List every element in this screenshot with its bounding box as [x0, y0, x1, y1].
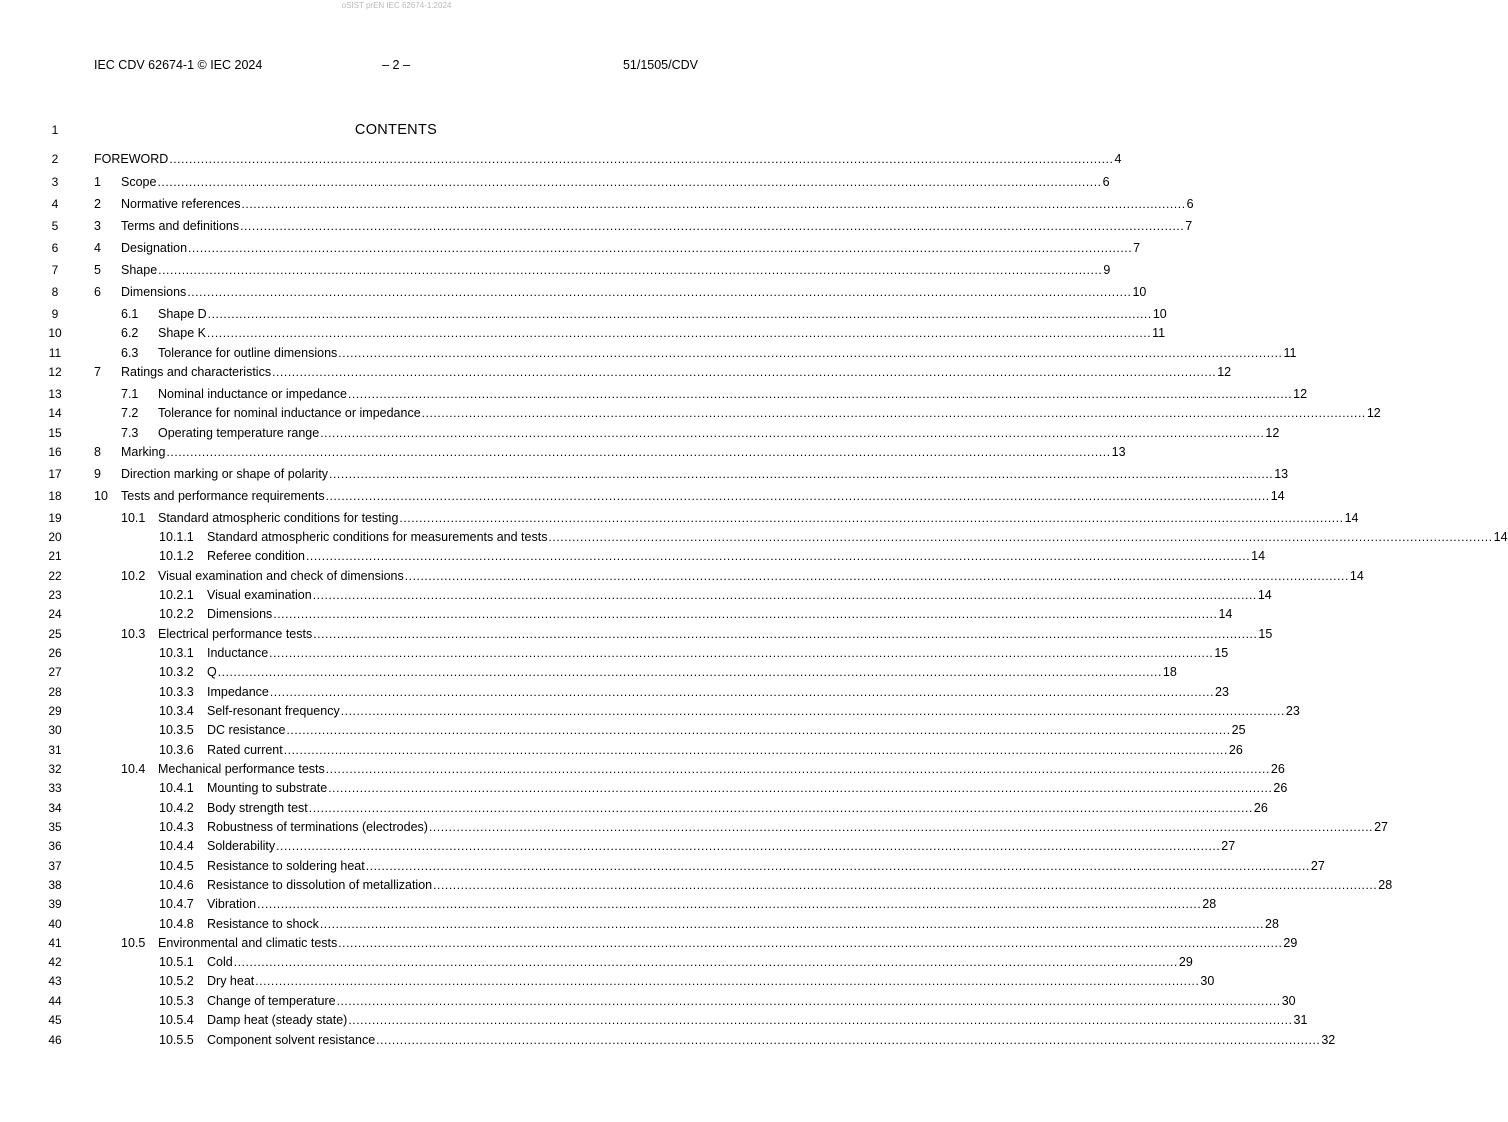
- toc-entry-number: 10.5.3: [159, 994, 194, 1008]
- toc-entry-title: Scope: [121, 175, 157, 189]
- toc-entry-number: 6.1: [121, 307, 139, 321]
- toc-entry[interactable]: [159, 703, 1300, 719]
- line-number: 10: [48, 326, 62, 340]
- line-number: 23: [48, 588, 62, 602]
- line-number: 37: [48, 859, 62, 873]
- line-number: 14: [48, 406, 62, 420]
- toc-entry-title: Marking: [121, 445, 166, 459]
- toc-entry-number: 10.5.1: [159, 955, 194, 969]
- dot-leader: ................................................................................................................................................................................................................................................: [187, 285, 1132, 299]
- toc-entry[interactable]: [159, 742, 1243, 758]
- toc-entry-page: 14: [1493, 530, 1508, 544]
- toc-entry-title: Normative references: [121, 197, 241, 211]
- dot-leader: ................................................................................................................................................................................................................................................: [241, 197, 1186, 211]
- toc-entry-number: 10.3.3: [159, 685, 194, 699]
- line-number: 18: [48, 489, 62, 503]
- toc-entry-number: 10.1.1: [159, 530, 194, 544]
- toc-entry-page: 11: [1152, 326, 1166, 340]
- toc-entry-number: 10: [94, 489, 108, 503]
- toc-entry[interactable]: [159, 587, 1272, 603]
- toc-entry-title: Direction marking or shape of polarity: [121, 467, 329, 481]
- toc-entry-title: Environmental and climatic tests: [158, 936, 338, 950]
- toc-entry-page: 26: [1273, 781, 1288, 795]
- toc-entry[interactable]: [159, 645, 1229, 661]
- toc-entry-number: 10.3.4: [159, 704, 194, 718]
- line-number: 41: [48, 936, 62, 950]
- watermark: oSIST prEN IEC 62674-1:2024: [341, 1, 452, 10]
- toc-entry-number: 10.4.2: [159, 801, 194, 815]
- dot-leader: ................................................................................................................................................................................................................................................: [348, 1013, 1293, 1027]
- toc-entry-number: 10.5.4: [159, 1013, 194, 1027]
- toc-entry[interactable]: [159, 548, 1266, 564]
- dot-leader: ................................................................................................................................................................................................................................................: [320, 426, 1265, 440]
- toc-entry-page: 28: [1202, 897, 1217, 911]
- line-number: 36: [48, 839, 62, 853]
- toc-entry-number: 10.3.1: [159, 646, 194, 660]
- dot-leader: ................................................................................................................................................................................................................................................: [257, 897, 1202, 911]
- toc-entry-page: 14: [1251, 549, 1266, 563]
- toc-entry-title: Tolerance for outline dimensions: [158, 346, 338, 360]
- toc-entry-number: 10.2: [121, 569, 146, 583]
- toc-entry-page: 14: [1270, 489, 1285, 503]
- toc-entry-page: 23: [1285, 704, 1300, 718]
- toc-entry[interactable]: [159, 780, 1288, 796]
- toc-entry-title: Inductance: [207, 646, 269, 660]
- toc-entry[interactable]: [121, 761, 1285, 777]
- toc-entry-page: 15: [1258, 627, 1273, 641]
- toc-entry-title: Damp heat (steady state): [207, 1013, 348, 1027]
- toc-entry-number: 10.5: [121, 936, 146, 950]
- toc-entry-title: Shape D: [158, 307, 207, 321]
- toc-entry-page: 32: [1321, 1033, 1336, 1047]
- dot-leader: ................................................................................................................................................................................................................................................: [207, 307, 1152, 321]
- dot-leader: ................................................................................................................................................................................................................................................: [276, 839, 1221, 853]
- line-number: 44: [48, 994, 62, 1008]
- toc-entry-page: 18: [1162, 665, 1177, 679]
- toc-entry-title: Impedance: [207, 685, 269, 699]
- toc-entry-title: Self-resonant frequency: [207, 704, 340, 718]
- toc-entry[interactable]: [159, 1012, 1308, 1028]
- toc-entry[interactable]: [94, 284, 1147, 300]
- line-number: 20: [48, 530, 62, 544]
- toc-entry-page: 28: [1378, 878, 1393, 892]
- toc-entry-page: 27: [1221, 839, 1236, 853]
- line-number: 46: [48, 1033, 62, 1047]
- dot-leader: ................................................................................................................................................................................................................................................: [365, 859, 1310, 873]
- toc-entry-title: Standard atmospheric conditions for measurements and tests: [207, 530, 548, 544]
- line-number: 24: [48, 607, 62, 621]
- toc-entry-page: 14: [1349, 569, 1364, 583]
- toc-entry[interactable]: [94, 240, 1141, 256]
- toc-entry[interactable]: [159, 800, 1268, 816]
- line-number: 26: [48, 646, 62, 660]
- toc-entry-page: 26: [1253, 801, 1268, 815]
- toc-entry[interactable]: [94, 488, 1285, 504]
- dot-leader: ................................................................................................................................................................................................................................................: [272, 365, 1217, 379]
- dot-leader: ................................................................................................................................................................................................................................................: [269, 646, 1214, 660]
- toc-entry-number: 10.5.5: [159, 1033, 194, 1047]
- dot-leader: ................................................................................................................................................................................................................................................: [313, 627, 1258, 641]
- line-number: 22: [48, 569, 62, 583]
- toc-entry-number: 6.3: [121, 346, 139, 360]
- toc-entry-title: Visual examination and check of dimensions: [158, 569, 404, 583]
- page-title: CONTENTS: [354, 122, 438, 138]
- line-number: 45: [48, 1013, 62, 1027]
- dot-leader: ................................................................................................................................................................................................................................................: [206, 326, 1152, 340]
- toc-entry-title: Dimensions: [207, 607, 273, 621]
- toc-entry-number: 7.2: [121, 406, 139, 420]
- line-number: 40: [48, 917, 62, 931]
- toc-entry[interactable]: [121, 425, 1280, 441]
- dot-leader: ................................................................................................................................................................................................................................................: [169, 152, 1114, 166]
- toc-entry-title: Solderability: [207, 839, 276, 853]
- toc-entry-number: 7.3: [121, 426, 139, 440]
- toc-entry-title: Body strength test: [207, 801, 308, 815]
- toc-entry-page: 7: [1133, 241, 1141, 255]
- toc-entry-page: 14: [1218, 607, 1233, 621]
- dot-leader: ................................................................................................................................................................................................................................................: [421, 406, 1366, 420]
- header-document-id: IEC CDV 62674-1 © IEC 2024: [94, 58, 263, 72]
- toc-entry-title: Shape K: [158, 326, 206, 340]
- line-number: 6: [51, 241, 59, 255]
- toc-entry-page: 28: [1265, 917, 1279, 931]
- toc-entry[interactable]: [121, 325, 1166, 341]
- header-reference: 51/1505/CDV: [622, 58, 698, 72]
- dot-leader: ................................................................................................................................................................................................................................................: [325, 762, 1270, 776]
- dot-leader: ................................................................................................................................................................................................................................................: [336, 994, 1281, 1008]
- toc-entry-number: 3: [94, 219, 101, 233]
- toc-entry-title: Referee condition: [207, 549, 305, 563]
- toc-entry-title: Mounting to substrate: [207, 781, 328, 795]
- line-number: 42: [48, 955, 62, 969]
- toc-entry-page: 27: [1310, 859, 1325, 873]
- line-number: 5: [51, 219, 59, 233]
- toc-entry-title: Robustness of terminations (electrodes): [207, 820, 428, 834]
- dot-leader: ................................................................................................................................................................................................................................................: [269, 685, 1215, 699]
- toc-entry-page: 12: [1293, 387, 1308, 401]
- line-number: 32: [48, 762, 62, 776]
- dot-leader: ................................................................................................................................................................................................................................................: [404, 569, 1349, 583]
- toc-entry-number: 10.4.4: [159, 839, 194, 853]
- toc-entry-number: 10.1: [121, 511, 146, 525]
- toc-entry-number: 6: [94, 285, 101, 299]
- toc-entry[interactable]: [94, 262, 1111, 278]
- toc-entry[interactable]: [94, 218, 1193, 234]
- toc-entry-number: 10.3.6: [159, 743, 194, 757]
- toc-entry[interactable]: [159, 529, 1508, 545]
- dot-leader: ................................................................................................................................................................................................................................................: [338, 936, 1283, 950]
- toc-entry-number: 10.4: [121, 762, 146, 776]
- toc-entry-title: Terms and definitions: [121, 219, 240, 233]
- toc-entry[interactable]: [159, 916, 1279, 932]
- toc-entry-page: 29: [1283, 936, 1298, 950]
- toc-entry-page: 30: [1200, 974, 1215, 988]
- toc-entry[interactable]: [159, 896, 1217, 912]
- line-number: 35: [48, 820, 62, 834]
- toc-entry[interactable]: [159, 877, 1393, 893]
- toc-entry-title: Component solvent resistance: [207, 1033, 376, 1047]
- toc-entry-page: 26: [1270, 762, 1285, 776]
- toc-entry-title: Q: [207, 665, 217, 679]
- toc-entry-page: 25: [1231, 723, 1246, 737]
- toc-entry[interactable]: [94, 196, 1194, 212]
- dot-leader: ................................................................................................................................................................................................................................................: [376, 1033, 1321, 1047]
- toc-entry-title: DC resistance: [207, 723, 286, 737]
- toc-entry-number: 4: [94, 241, 101, 255]
- toc-entry-title: Operating temperature range: [158, 426, 320, 440]
- dot-leader: ................................................................................................................................................................................................................................................: [286, 723, 1231, 737]
- toc-entry-number: 9: [94, 467, 101, 481]
- dot-leader: ................................................................................................................................................................................................................................................: [273, 607, 1218, 621]
- line-number: 2: [51, 152, 59, 166]
- line-number: 31: [48, 743, 62, 757]
- dot-leader: ................................................................................................................................................................................................................................................: [348, 387, 1293, 401]
- toc-entry[interactable]: [121, 568, 1364, 584]
- toc-entry[interactable]: [159, 684, 1229, 700]
- toc-entry-title: Electrical performance tests: [158, 627, 313, 641]
- toc-entry-number: 7.1: [121, 387, 139, 401]
- line-number: 21: [48, 549, 62, 563]
- dot-leader: ................................................................................................................................................................................................................................................: [328, 781, 1273, 795]
- toc-entry-page: 10: [1152, 307, 1167, 321]
- dot-leader: ................................................................................................................................................................................................................................................: [312, 588, 1257, 602]
- toc-entry[interactable]: [159, 1032, 1336, 1048]
- toc-entry-number: 6.2: [121, 326, 139, 340]
- dot-leader: ................................................................................................................................................................................................................................................: [166, 445, 1111, 459]
- toc-entry[interactable]: [94, 466, 1289, 482]
- toc-entry-title: Visual examination: [207, 588, 312, 602]
- toc-entry-title: Dry heat: [207, 974, 255, 988]
- toc-entry[interactable]: [94, 444, 1126, 460]
- toc-entry-title: Mechanical performance tests: [158, 762, 325, 776]
- toc-entry-title: Change of temperature: [207, 994, 336, 1008]
- toc-entry-number: 10.4.7: [159, 897, 194, 911]
- dot-leader: ................................................................................................................................................................................................................................................: [305, 549, 1251, 563]
- toc-entry[interactable]: [121, 510, 1359, 526]
- toc-entry-page: 15: [1214, 646, 1229, 660]
- dot-leader: ................................................................................................................................................................................................................................................: [399, 511, 1344, 525]
- toc-entry-page: 23: [1215, 685, 1229, 699]
- dot-leader: ................................................................................................................................................................................................................................................: [157, 175, 1102, 189]
- line-number: 17: [48, 467, 62, 481]
- toc-entry[interactable]: [121, 345, 1297, 361]
- toc-entry[interactable]: [159, 858, 1325, 874]
- toc-entry-title: FOREWORD: [94, 152, 169, 166]
- toc-entry-page: 10: [1132, 285, 1147, 299]
- toc-entry-page: 31: [1293, 1013, 1308, 1027]
- toc-entry-page: 13: [1111, 445, 1126, 459]
- line-number: 27: [48, 665, 62, 679]
- dot-leader: ................................................................................................................................................................................................................................................: [428, 820, 1374, 834]
- toc-entry-title: Standard atmospheric conditions for testing: [158, 511, 399, 525]
- toc-entry-page: 4: [1114, 152, 1122, 166]
- line-number: 19: [48, 511, 62, 525]
- toc-entry-title: Resistance to soldering heat: [207, 859, 365, 873]
- toc-entry-title: Tests and performance requirements: [121, 489, 325, 503]
- toc-entry-number: 10.2.2: [159, 607, 194, 621]
- line-number: 3: [51, 175, 59, 189]
- toc-entry-number: 10.4.8: [159, 917, 194, 931]
- toc-entry-page: 6: [1186, 197, 1194, 211]
- toc-entry-title: Resistance to dissolution of metallization: [207, 878, 433, 892]
- toc-entry-title: Cold: [207, 955, 233, 969]
- toc-entry-page: 9: [1103, 263, 1111, 277]
- toc-entry[interactable]: [159, 954, 1193, 970]
- toc-entry-number: 7: [94, 365, 101, 379]
- line-number: 7: [51, 263, 59, 277]
- line-number: 29: [48, 704, 62, 718]
- toc-entry-title: Nominal inductance or impedance: [158, 387, 347, 401]
- line-number: 16: [48, 445, 62, 459]
- toc-entry-page: 27: [1374, 820, 1388, 834]
- toc-entry-number: 10.3.5: [159, 723, 194, 737]
- toc-entry-number: 10.3: [121, 627, 146, 641]
- toc-entry-number: 10.1.2: [159, 549, 194, 563]
- dot-leader: ................................................................................................................................................................................................................................................: [433, 878, 1378, 892]
- toc-entry-page: 12: [1265, 426, 1280, 440]
- line-number: 1: [51, 123, 59, 137]
- toc-entry-title: Rated current: [207, 743, 283, 757]
- toc-entry-number: 5: [94, 263, 101, 277]
- toc-entry[interactable]: [159, 606, 1233, 622]
- toc-entry-number: 2: [94, 197, 101, 211]
- dot-leader: ................................................................................................................................................................................................................................................: [233, 955, 1178, 969]
- toc-entry-title: Resistance to shock: [207, 917, 319, 931]
- line-number: 11: [48, 346, 62, 360]
- dot-leader: ................................................................................................................................................................................................................................................: [308, 801, 1253, 815]
- toc-entry-page: 12: [1217, 365, 1232, 379]
- toc-entry[interactable]: [121, 386, 1308, 402]
- toc-entry-page: 29: [1178, 955, 1193, 969]
- toc-entry[interactable]: [94, 364, 1232, 380]
- line-number: 9: [51, 307, 59, 321]
- line-number: 13: [48, 387, 62, 401]
- line-number: 15: [48, 426, 62, 440]
- toc-entry-number: 10.4.5: [159, 859, 194, 873]
- line-number: 33: [48, 781, 62, 795]
- dot-leader: ................................................................................................................................................................................................................................................: [329, 467, 1274, 481]
- page-header: [94, 57, 698, 73]
- line-number: 4: [51, 197, 59, 211]
- toc-entry[interactable]: [159, 819, 1388, 835]
- toc-entry[interactable]: [159, 722, 1246, 738]
- toc-entry-page: 13: [1274, 467, 1289, 481]
- toc-entry-page: 26: [1228, 743, 1243, 757]
- line-number: 25: [48, 627, 62, 641]
- toc-entry[interactable]: [121, 935, 1298, 951]
- toc-entry[interactable]: [159, 973, 1215, 989]
- toc-entry[interactable]: [121, 405, 1381, 421]
- dot-leader: ................................................................................................................................................................................................................................................: [255, 974, 1200, 988]
- toc-entry[interactable]: [121, 626, 1273, 642]
- toc-entry[interactable]: [94, 174, 1110, 190]
- toc-entry-title: Tolerance for nominal inductance or impedance: [158, 406, 421, 420]
- dot-leader: ................................................................................................................................................................................................................................................: [325, 489, 1270, 503]
- toc-entry-page: 14: [1257, 588, 1272, 602]
- line-number: 39: [48, 897, 62, 911]
- toc-entry-page: 7: [1185, 219, 1193, 233]
- dot-leader: ................................................................................................................................................................................................................................................: [217, 665, 1162, 679]
- toc-entry-title: Dimensions: [121, 285, 187, 299]
- dot-leader: ................................................................................................................................................................................................................................................: [188, 241, 1133, 255]
- toc-entry-page: 30: [1281, 994, 1296, 1008]
- line-number: 43: [48, 974, 62, 988]
- line-number: 34: [48, 801, 62, 815]
- toc-entry[interactable]: [94, 151, 1122, 167]
- dot-leader: ................................................................................................................................................................................................................................................: [283, 743, 1228, 757]
- toc-entry-number: 10.2.1: [159, 588, 194, 602]
- toc-entry[interactable]: [121, 306, 1167, 322]
- toc-entry-title: Shape: [121, 263, 158, 277]
- toc-entry-page: 14: [1344, 511, 1359, 525]
- toc-entry-number: 10.4.3: [159, 820, 194, 834]
- dot-leader: ................................................................................................................................................................................................................................................: [340, 704, 1285, 718]
- line-number: 28: [48, 685, 62, 699]
- toc-entry-number: 10.4.1: [159, 781, 194, 795]
- toc-entry-title: Vibration: [207, 897, 257, 911]
- toc-entry-title: Designation: [121, 241, 188, 255]
- toc-entry-number: 1: [94, 175, 101, 189]
- dot-leader: ................................................................................................................................................................................................................................................: [319, 917, 1265, 931]
- toc-entry[interactable]: [159, 993, 1296, 1009]
- line-number: 8: [51, 285, 59, 299]
- line-number: 12: [48, 365, 62, 379]
- line-number: 30: [48, 723, 62, 737]
- toc-entry-page: 6: [1102, 175, 1110, 189]
- toc-entry-page: 11: [1283, 346, 1297, 360]
- toc-entry[interactable]: [159, 838, 1236, 854]
- toc-entry-number: 10.3.2: [159, 665, 194, 679]
- toc-entry-title: Ratings and characteristics: [121, 365, 272, 379]
- toc-entry-number: 10.4.6: [159, 878, 194, 892]
- dot-leader: ................................................................................................................................................................................................................................................: [240, 219, 1185, 233]
- toc-entry-number: 8: [94, 445, 101, 459]
- toc-entry-number: 10.5.2: [159, 974, 194, 988]
- header-page-number: – 2 –: [382, 58, 410, 72]
- toc-entry-page: 12: [1366, 406, 1381, 420]
- dot-leader: ................................................................................................................................................................................................................................................: [338, 346, 1283, 360]
- dot-leader: ................................................................................................................................................................................................................................................: [548, 530, 1493, 544]
- toc-entry[interactable]: [159, 664, 1177, 680]
- dot-leader: ................................................................................................................................................................................................................................................: [158, 263, 1103, 277]
- line-number: 38: [48, 878, 62, 892]
